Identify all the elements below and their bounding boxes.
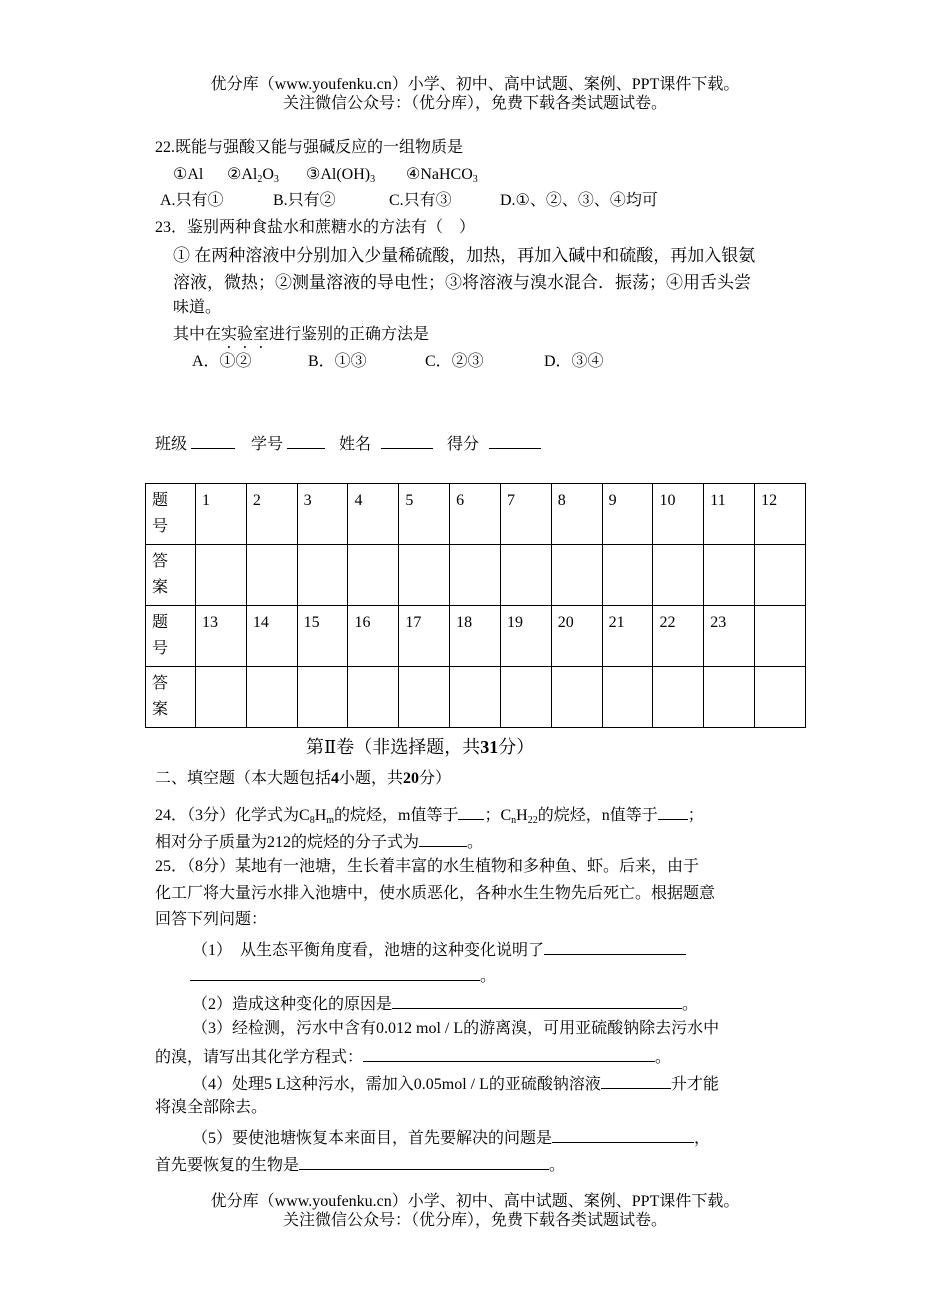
question-number-cell: 13 [196,606,247,667]
q25-line-2: 化工厂将大量污水排入池塘中，使水质恶化，各种水生生物先后死亡。根据题意 [155,885,716,902]
question-number-cell: 22 [653,606,704,667]
q23-choice-b: B．①③ [308,353,367,370]
question-number-cell: 21 [602,606,653,667]
name-label: 姓名 [339,436,372,453]
student-id-label: 学号 [251,436,284,453]
table-row [146,667,806,728]
row-label: 答 案 [146,545,196,606]
q25-3-blank[interactable] [363,1047,655,1062]
answer-cell[interactable] [602,667,653,728]
question-number-cell: 4 [348,484,399,545]
q23-choice-d: D．③④ [544,353,604,370]
question-number-cell: 18 [450,606,501,667]
answer-cell[interactable] [755,667,806,728]
q25-sub-4-line-2: 将溴全部除去。 [155,1099,268,1116]
answer-cell[interactable] [653,545,704,606]
question-number-cell: 8 [551,484,602,545]
q22-choice-a: A.只有① [160,192,224,209]
q25-1-blank-b[interactable] [190,966,480,981]
answer-cell[interactable] [297,545,348,606]
q23-line-1: ① 在两种溶液中分别加入少量稀硫酸，加热，再加入碱中和硫酸，再加入银氨 [173,246,756,265]
table-row [146,545,806,606]
q25-sub-4-line-1: （4）处理5 L这种污水，需加入0.05mol / L的亚硫酸钠溶液 升才能 [192,1076,719,1093]
student-info-line [155,434,541,453]
q25-1-blank-a[interactable] [544,940,686,955]
q23-prompt: 其中在实验室进行鉴别的正确方法是 [173,326,430,343]
question-number-cell: 20 [551,606,602,667]
q25-line-3: 回答下列问题： [155,911,268,928]
question-number-cell: 14 [246,606,297,667]
answer-cell[interactable] [653,667,704,728]
q22-item-4: ④NaHCO$_3$ [406,166,478,185]
row-label: 题 号 [146,606,196,667]
q25-sub-5-line-2: 首先要恢复的生物是 。 [155,1157,566,1174]
header-line-1: 优分库（www.youfenku.cn）小学、初中、高中试题、案例、PPT课件下载。 [210,76,740,93]
answer-cell[interactable] [450,545,501,606]
q25-line-1: 25．（8分）某地有一池塘，生长着丰富的水生植物和多种鱼、虾。后来，由于 [155,858,700,875]
answer-cell[interactable] [399,545,450,606]
question-number-cell: 10 [653,484,704,545]
question-number-cell: 17 [399,606,450,667]
question-number-cell: 7 [500,484,551,545]
answer-cell[interactable] [551,545,602,606]
answer-cell[interactable] [348,545,399,606]
q24-m-blank[interactable] [458,805,484,820]
answer-cell[interactable] [755,545,806,606]
student-id-field[interactable] [287,434,325,449]
name-field[interactable] [381,434,433,449]
answer-cell[interactable] [602,545,653,606]
answer-cell[interactable] [246,667,297,728]
q23-line-3: 味道。 [173,299,222,316]
q25-sub-3-line-1: （3）经检测，污水中含有0.012 mol / L的游离溴，可用亚硫酸钠除去污水中 [192,1020,720,1037]
question-number-cell: 2 [246,484,297,545]
q22-item-3: $③Al(OH)_3$ [306,166,376,185]
score-label: 得分 [447,436,480,453]
question-number-cell: 12 [755,484,806,545]
question-number-cell: 6 [450,484,501,545]
question-number-cell: 3 [297,484,348,545]
q25-sub-1-cont: 。 [190,966,496,985]
table-row [146,484,806,545]
question-number-cell: 19 [500,606,551,667]
q25-sub-1: （1） 从生态平衡角度看，池塘的这种变化说明了 [192,940,686,959]
answer-cell[interactable] [500,667,551,728]
q23-choice-c: C．②③ [425,353,484,370]
q22-item-1: ①Al [173,166,204,183]
answer-cell[interactable] [450,667,501,728]
question-number-cell: 9 [602,484,653,545]
score-field[interactable] [489,434,541,449]
q22-choice-d: D.①、②、③、④均可 [500,192,658,209]
class-field[interactable] [191,434,235,449]
q22-stem: 22.既能与强酸又能与强碱反应的一组物质是 [155,139,464,156]
answer-cell[interactable] [348,667,399,728]
answer-table [145,483,806,728]
answer-cell[interactable] [196,667,247,728]
q25-5-blank-a[interactable] [552,1128,694,1143]
question-number-cell [755,606,806,667]
question-number-cell: 1 [196,484,247,545]
question-number-cell: 5 [399,484,450,545]
q24-line-1: 24．（3分）化学式为$C_8H_m$的烷烃，m值等于 ；$C_nH_{22}$的烷烃，n值等于 ； [155,807,704,826]
q22-choice-c: C.只有③ [389,192,452,209]
q23-line-2: 溶液，微热；②测量溶液的导电性；③将溶液与溴水混合．振荡；④用舌头尝 [173,273,751,292]
q23-choice-a: A．①② [192,353,252,370]
row-label: 题 号 [146,484,196,545]
answer-cell[interactable] [704,667,755,728]
table-row [146,606,806,667]
section-2-title: 第Ⅱ卷（非选择题，共31分） [306,737,535,757]
q25-sub-3-line-2: 的溴，请写出其化学方程式： 。 [155,1049,672,1066]
answer-cell[interactable] [500,545,551,606]
row-label: 答 案 [146,667,196,728]
question-number-cell: 23 [704,606,755,667]
answer-cell[interactable] [196,545,247,606]
question-number-cell: 11 [704,484,755,545]
q22-item-2: $②Al_2O_3$ [227,166,279,185]
question-number-cell: 15 [297,606,348,667]
answer-cell[interactable] [297,667,348,728]
q25-sub-2: （2）造成这种变化的原因是 。 [192,996,699,1013]
q25-4-blank[interactable] [601,1074,671,1089]
q25-5-blank-b[interactable] [299,1155,549,1170]
answer-cell[interactable] [704,545,755,606]
q25-2-blank[interactable] [392,994,682,1009]
header-line-2: 关注微信公众号：（优分库），免费下载各类试题试卷。 [282,95,667,112]
q24-line-2: 相对分子质量为212的烷烃的分子式为 。 [155,834,484,851]
question-number-cell: 16 [348,606,399,667]
q25-sub-5-line-1: （5）要使池塘恢复本来面目，首先要解决的问题是 ， [192,1130,711,1147]
class-label: 班级 [155,436,188,453]
footer-line-2: 关注微信公众号：（优分库），免费下载各类试题试卷。 [282,1212,667,1229]
footer-line-1: 优分库（www.youfenku.cn）小学、初中、高中试题、案例、PPT课件下载。 [210,1193,740,1210]
answer-cell[interactable] [246,545,297,606]
answer-cell[interactable] [551,667,602,728]
q24-formula-blank[interactable] [419,832,467,847]
q23-stem: 23．鉴别两种食盐水和蔗糖水的方法有（ ） [155,219,476,236]
section-2-subtitle: 二、填空题（本大题包括4小题，共20分） [155,770,452,787]
answer-cell[interactable] [399,667,450,728]
q24-n-blank[interactable] [658,805,688,820]
q22-choice-b: B.只有② [273,192,336,209]
